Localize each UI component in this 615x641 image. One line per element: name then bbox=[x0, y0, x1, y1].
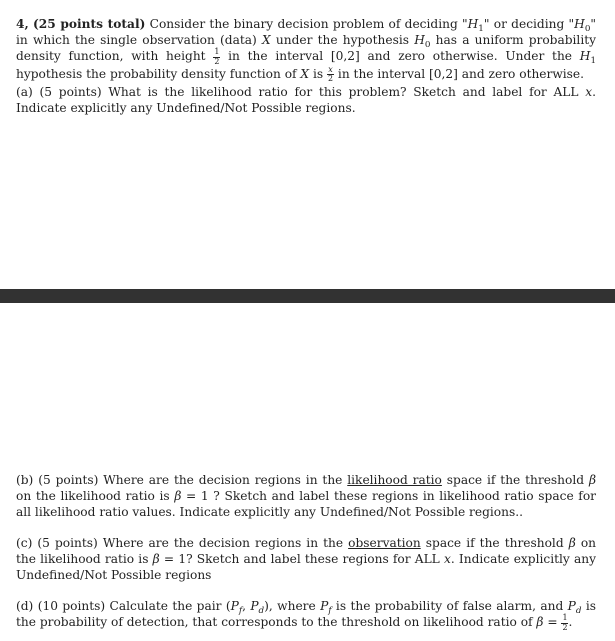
part-d-pd-2: P bbox=[567, 599, 576, 613]
hypothesis-h1-sub: 1 bbox=[478, 24, 484, 35]
part-d-fraction-denominator: 2 bbox=[562, 622, 568, 632]
part-d bbox=[16, 598, 596, 632]
part-d-text-1: (d) (10 points) Calculate the pair ( bbox=[16, 599, 231, 613]
part-a-text-1: (a) (5 points) What is the likelihood ratio for this problem? Sketch and label for ALL bbox=[16, 85, 586, 99]
part-d-fraction-numerator: 1 bbox=[562, 613, 568, 623]
part-a-text-2: . Indicate explicitly any Undefined/Not Possible regions. bbox=[16, 85, 596, 115]
fraction2-numerator-x: x bbox=[328, 65, 333, 75]
part-c-text-1: (c) (5 points) Where are the decision regions in the bbox=[16, 536, 349, 550]
part-a bbox=[16, 84, 596, 116]
intro-text-8: is bbox=[309, 66, 328, 81]
intro-text-7: hypothesis the probability density function of bbox=[16, 66, 301, 81]
part-b-text-2: space if the threshold bbox=[441, 473, 589, 487]
hypothesis-h1: H bbox=[467, 17, 479, 31]
part-c-text-3: on the likelihood ratio is bbox=[16, 536, 597, 566]
intro-text-9: in the interval [0,2] and zero otherwise. bbox=[334, 66, 585, 81]
hypothesis-h0-sub: 0 bbox=[584, 24, 591, 35]
part-c-underlined: observation bbox=[348, 536, 421, 550]
intro-text-1: Consider the binary decision problem of deciding " bbox=[145, 17, 468, 31]
variable-x-2: X bbox=[300, 66, 310, 81]
part-d-text-6: . bbox=[568, 615, 573, 629]
intro-text-6: in the interval [0,2] and zero otherwise. Under the bbox=[220, 49, 580, 63]
part-b-text-1: (b) (5 points) Where are the decision regions in the bbox=[16, 473, 348, 487]
problem-points: (25 points total) bbox=[33, 17, 146, 31]
part-b bbox=[16, 472, 596, 520]
part-c bbox=[16, 535, 596, 583]
part-d-pd-sub-letter: d bbox=[258, 606, 265, 617]
part-c-text-5: . Indicate explicitly any Undefined/Not Possible regions bbox=[16, 552, 596, 582]
variable-x: X bbox=[261, 33, 271, 47]
part-a-x: x bbox=[585, 85, 593, 99]
part-d-pf: P bbox=[230, 599, 239, 613]
part-d-text-3: is the probability of false alarm, and bbox=[331, 599, 568, 613]
part-b-text-3: on the likelihood ratio is bbox=[16, 489, 175, 503]
hypothesis-h1-b-sub: 1 bbox=[590, 56, 597, 67]
part-d-text-5: = bbox=[543, 615, 562, 629]
part-d-pf-sub-letter: f bbox=[238, 606, 243, 617]
part-b-beta-2: β bbox=[174, 489, 182, 503]
part-c-beta: β bbox=[568, 536, 576, 550]
part-c-x: x bbox=[443, 552, 451, 566]
fraction-x-over-2 bbox=[327, 66, 334, 84]
problem-number: 4, bbox=[16, 17, 29, 31]
intro-text-4: under the hypothesis bbox=[270, 33, 415, 47]
fraction-denominator: 2 bbox=[214, 56, 220, 66]
part-d-pf-2: P bbox=[320, 599, 329, 613]
part-c-beta-2: β bbox=[152, 552, 160, 566]
intro-text-5: has a uniform probability density function, with height bbox=[16, 33, 597, 63]
problem-statement bbox=[16, 16, 596, 84]
part-d-pd-2-sub-letter: d bbox=[575, 606, 582, 617]
fraction2-denominator: 2 bbox=[328, 74, 334, 84]
hypothesis-h1-b: H bbox=[579, 49, 591, 63]
part-c-text-4: = 1? Sketch and label these regions for ALL bbox=[159, 552, 444, 566]
part-b-underlined: likelihood ratio bbox=[347, 473, 442, 487]
part-d-comma: , bbox=[242, 599, 251, 613]
part-d-pd: P bbox=[250, 599, 259, 613]
part-c-text-2: space if the threshold bbox=[420, 536, 569, 550]
hypothesis-h0-b: H bbox=[414, 33, 425, 47]
intro-text-3: " in which the single observation (data) bbox=[16, 17, 596, 47]
hypothesis-h0: H bbox=[574, 17, 585, 31]
hypothesis-h0-b-sub: 0 bbox=[424, 40, 431, 51]
part-b-text-4: = 1 ? Sketch and label these regions in likelihood ratio space for all likelihood ratio values. Indicate explicitly any Undefined/Not Possible regions.. bbox=[16, 489, 596, 519]
part-d-text-4: is the probability of detection, that corresponds to the threshold on likelihood ratio of bbox=[16, 599, 597, 629]
part-d-text-2: ), where bbox=[264, 599, 321, 613]
part-b-beta: β bbox=[588, 473, 596, 487]
intro-text-2: " or deciding " bbox=[483, 17, 575, 31]
part-d-pf-2-sub-letter: f bbox=[328, 606, 332, 617]
fraction-numerator: 1 bbox=[214, 47, 220, 57]
page-divider-bar bbox=[0, 289, 615, 303]
part-d-beta: β bbox=[536, 615, 544, 629]
